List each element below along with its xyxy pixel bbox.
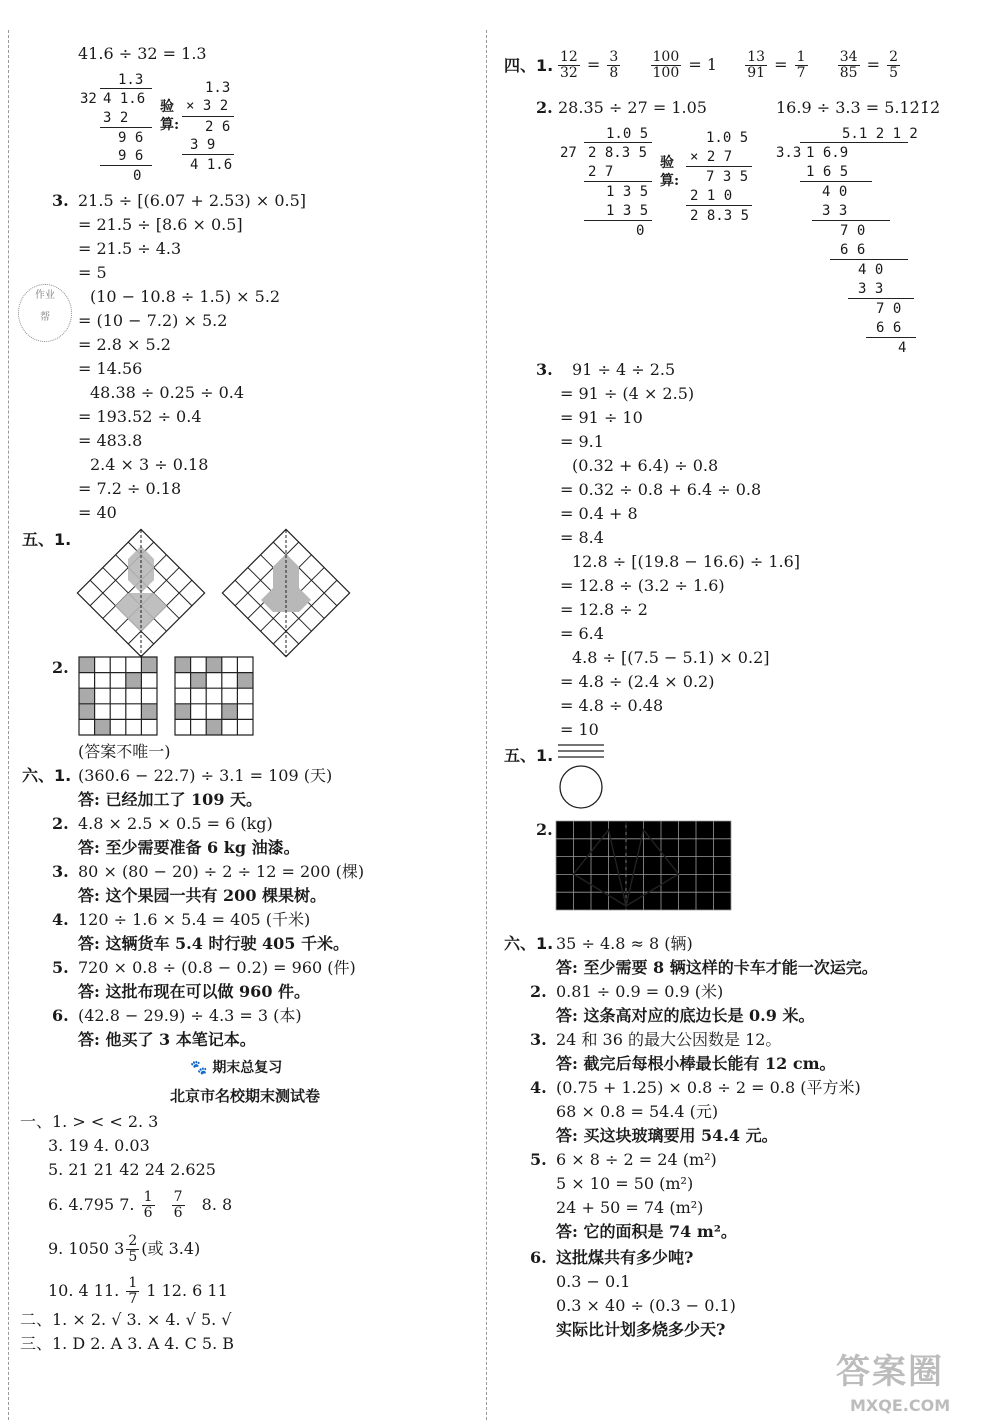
item-number: 6. bbox=[530, 1248, 547, 1267]
calc-line: = 2.8 × 5.2 bbox=[78, 335, 171, 354]
answer-note: (答案不唯一) bbox=[78, 742, 171, 761]
division-step: 7 0 bbox=[876, 301, 902, 317]
application-answer: 答: 已经加工了 109 天。 bbox=[78, 790, 263, 809]
application-equation: 720 × 0.8 ÷ (0.8 − 0.2) = 960 (件) bbox=[78, 958, 356, 977]
fraction: $\frac{2}{5}$ bbox=[128, 1233, 138, 1265]
calc-line: = 0.32 ÷ 0.8 + 6.4 ÷ 0.8 bbox=[560, 480, 762, 499]
check-line: 2 1 0 bbox=[690, 188, 733, 204]
application-line: 5 × 10 = 50 (m²) bbox=[556, 1174, 694, 1193]
watermark-logo: 答案圈 bbox=[836, 1352, 944, 1392]
division-equation: 41.6 ÷ 32 = 1.3 bbox=[78, 44, 207, 63]
item-number: 3. bbox=[536, 360, 553, 379]
division-step: 1 6 5 bbox=[806, 164, 849, 180]
check-line: × 2 7 bbox=[690, 149, 733, 165]
answer-row: 三、1. D 2. A 3. A 4. C 5. B bbox=[20, 1334, 235, 1353]
division-step: 4 0 bbox=[858, 262, 884, 278]
section-six-label: 六、1. bbox=[504, 934, 554, 953]
step-line bbox=[100, 165, 152, 166]
calc-line: = 14.56 bbox=[78, 359, 143, 378]
check-line: 1.3 bbox=[205, 80, 231, 96]
application-line: 这批煤共有多少吨? bbox=[556, 1248, 694, 1267]
division-step: 3 3 bbox=[822, 203, 848, 219]
step-line bbox=[866, 337, 916, 338]
division-step: 4 0 bbox=[822, 184, 848, 200]
application-equation: (360.6 − 22.7) ÷ 3.1 = 109 (天) bbox=[78, 766, 333, 785]
item-number: 4. bbox=[52, 910, 69, 929]
application-equation: (42.8 − 29.9) ÷ 4.3 = 3 (本) bbox=[78, 1006, 302, 1025]
homework-stamp: 作业 帮 bbox=[18, 284, 72, 342]
answer-row: 6. 4.795 7. $\frac{1}{6}$ $\frac{7}{6}$ 8. 8 bbox=[48, 1189, 233, 1221]
item-number: 2. bbox=[536, 820, 553, 839]
calc-line: = 483.8 bbox=[78, 431, 143, 450]
calc-line: 21.5 ÷ [(6.07 + 2.53) × 0.5] bbox=[78, 191, 307, 210]
calc-line: = 193.52 ÷ 0.4 bbox=[78, 407, 202, 426]
long-division-dividend: 4 1.6 bbox=[103, 91, 146, 107]
review-heading: 🐾 期末总复习 bbox=[190, 1060, 283, 1076]
item-number: 2. bbox=[536, 98, 553, 117]
application-equation: 80 × (80 − 20) ÷ 2 ÷ 12 = 200 (棵) bbox=[78, 862, 365, 881]
application-answer: 答: 它的面积是 74 m²。 bbox=[556, 1222, 737, 1241]
application-line: 0.3 − 0.1 bbox=[556, 1272, 631, 1291]
long-division-quotient: 1.3 bbox=[118, 72, 144, 88]
paw-icon: 🐾 bbox=[190, 1060, 213, 1076]
calc-line: = 12.8 ÷ (3.2 ÷ 1.6) bbox=[560, 576, 725, 595]
section-six-label: 六、1. bbox=[22, 766, 72, 785]
calc-line: = 91 ÷ 10 bbox=[560, 408, 643, 427]
division-step: 6 6 bbox=[840, 242, 866, 258]
check-line: 1.0 5 bbox=[706, 130, 749, 146]
calc-line: = 4.8 ÷ 0.48 bbox=[560, 696, 664, 715]
application-line: 35 ÷ 4.8 ≈ 8 (辆) bbox=[556, 934, 693, 953]
check-label: 验算: bbox=[160, 99, 180, 133]
division-remainder: 0 bbox=[133, 168, 142, 184]
watermark-url: MXQE.COM bbox=[850, 1396, 951, 1415]
item-number: 5. bbox=[530, 1150, 547, 1169]
answer-row: 5. 21 21 42 24 2.625 bbox=[48, 1160, 216, 1179]
long-division-divisor: 32 bbox=[80, 91, 97, 107]
application-answer: 答: 这个果园一共有 200 棵果树。 bbox=[78, 886, 327, 905]
section-five-label: 五、1. bbox=[22, 530, 72, 549]
exam-title: 北京市名校期末测试卷 bbox=[170, 1087, 321, 1105]
calc-line: = 7.2 ÷ 0.18 bbox=[78, 479, 182, 498]
application-equation: 4.8 × 2.5 × 0.5 = 6 (kg) bbox=[78, 814, 273, 833]
application-answer: 答: 至少需要准备 6 kg 油漆。 bbox=[78, 838, 300, 857]
application-line: 0.3 × 40 ÷ (0.3 − 0.1) bbox=[556, 1296, 736, 1315]
application-answer: 答: 这条高对应的底边长是 0.9 米。 bbox=[556, 1006, 815, 1025]
check-line: 2 8.3 5 bbox=[690, 208, 750, 224]
fraction-row: $\frac{12}{32}$ = $\frac{3}{8}$ $\frac{100}{100}$ = 1 $\frac{13}{91}$ = $\frac{1}{7}$ $\frac{34}{85}$ = $\frac{2}{5}$ bbox=[560, 49, 899, 81]
division-step: 1 3 5 bbox=[606, 203, 649, 219]
division-step: 7 0 bbox=[840, 223, 866, 239]
calc-line: 12.8 ÷ [(19.8 − 16.6) ÷ 1.6] bbox=[572, 552, 801, 571]
column-divider bbox=[486, 30, 487, 1420]
item-number: 4. bbox=[530, 1078, 547, 1097]
application-line: 实际比计划多烧多少天? bbox=[556, 1320, 726, 1339]
division-step: 9 6 bbox=[118, 130, 144, 146]
long-division-dividend: 2 8.3 5 bbox=[588, 145, 648, 161]
long-division-divisor: 3.3 bbox=[776, 145, 802, 161]
item-number: 6. bbox=[52, 1006, 69, 1025]
calc-line: = 9.1 bbox=[560, 432, 604, 451]
division-equation: 28.35 ÷ 27 = 1.05 bbox=[558, 98, 707, 117]
item-number: 2. bbox=[52, 658, 69, 677]
calc-line: = 91 ÷ (4 × 2.5) bbox=[560, 384, 695, 403]
application-line: 24 和 36 的最大公因数是 12。 bbox=[556, 1030, 782, 1049]
answer-row: 二、1. × 2. √ 3. × 4. √ 5. √ bbox=[20, 1310, 232, 1329]
application-answer: 答: 这批布现在可以做 960 件。 bbox=[78, 982, 311, 1001]
long-division-quotient: 1.0 5 bbox=[606, 126, 649, 142]
fraction: $\frac{1}{6}$ bbox=[143, 1189, 153, 1221]
item-number: 3. bbox=[530, 1030, 547, 1049]
item-number: 3. bbox=[52, 191, 69, 210]
calc-line: = 12.8 ÷ 2 bbox=[560, 600, 648, 619]
check-line: × 3 2 bbox=[186, 98, 229, 114]
division-step: 6 6 bbox=[876, 320, 902, 336]
calc-line: 48.38 ÷ 0.25 ÷ 0.4 bbox=[90, 383, 245, 402]
calc-line: 4.8 ÷ [(7.5 − 5.1) × 0.2] bbox=[572, 648, 770, 667]
symmetry-diamond-figure-2 bbox=[221, 528, 351, 658]
long-division-quotient: 5.1 2 1 2 bbox=[842, 126, 918, 142]
calc-line: = 4.8 ÷ (2.4 × 0.2) bbox=[560, 672, 715, 691]
division-step: 9 6 bbox=[118, 148, 144, 164]
answer-row: 一、1. > < < 2. 3 bbox=[20, 1112, 159, 1131]
check-line: 3 9 bbox=[190, 137, 216, 153]
division-remainder: 4 bbox=[898, 340, 907, 356]
grid-figure-2 bbox=[174, 656, 254, 736]
left-margin-line bbox=[8, 30, 9, 1420]
calc-line: = 21.5 ÷ 4.3 bbox=[78, 239, 182, 258]
application-answer: 答: 这辆货车 5.4 时行驶 405 千米。 bbox=[78, 934, 349, 953]
calc-line: 91 ÷ 4 ÷ 2.5 bbox=[572, 360, 676, 379]
fraction: $\frac{7}{6}$ bbox=[173, 1189, 183, 1221]
application-line: (0.75 + 1.25) × 0.8 ÷ 2 = 0.8 (平方米) bbox=[556, 1078, 861, 1097]
grid-figure-1 bbox=[78, 656, 158, 736]
answer-row: 10. 4 11. $\frac{1}{7}$ 1 12. 6 11 bbox=[48, 1275, 228, 1307]
application-line: 6 × 8 ÷ 2 = 24 (m²) bbox=[556, 1150, 717, 1169]
calc-line: = 40 bbox=[78, 503, 117, 522]
calc-line: = (10 − 7.2) × 5.2 bbox=[78, 311, 228, 330]
division-equation: 16.9 ÷ 3.3 = 5.12̇1̇2̇ bbox=[776, 98, 941, 117]
long-division-divisor: 27 bbox=[560, 145, 577, 161]
three-views-figure bbox=[556, 742, 608, 812]
division-step: 3 3 bbox=[858, 281, 884, 297]
application-answer: 答: 买这块玻璃要用 54.4 元。 bbox=[556, 1126, 778, 1145]
application-line: 0.81 ÷ 0.9 = 0.9 (米) bbox=[556, 982, 724, 1001]
division-step: 3 2 bbox=[103, 110, 129, 126]
calc-line: 2.4 × 3 ÷ 0.18 bbox=[90, 455, 209, 474]
calc-line: (10 − 10.8 ÷ 1.5) × 5.2 bbox=[90, 287, 281, 306]
application-answer: 答: 他买了 3 本笔记本。 bbox=[78, 1030, 256, 1049]
check-line: 4 1.6 bbox=[190, 157, 233, 173]
application-answer: 答: 截完后每根小棒最长能有 12 cm。 bbox=[556, 1054, 836, 1073]
check-line: 7 3 5 bbox=[706, 169, 749, 185]
application-line: 68 × 0.8 = 54.4 (元) bbox=[556, 1102, 719, 1121]
division-remainder: 0 bbox=[636, 223, 645, 239]
item-number: 2. bbox=[52, 814, 69, 833]
section-five-label: 五、1. bbox=[504, 746, 554, 765]
calc-line: (0.32 + 6.4) ÷ 0.8 bbox=[572, 456, 719, 475]
calc-line: = 10 bbox=[560, 720, 599, 739]
symmetry-diamond-figure-1 bbox=[76, 528, 206, 658]
calc-line: = 8.4 bbox=[560, 528, 604, 547]
item-number: 2. bbox=[530, 982, 547, 1001]
calc-line: = 0.4 + 8 bbox=[560, 504, 638, 523]
answer-row: 9. 1050 3 $\frac{2}{5}$ (或 3.4) bbox=[48, 1233, 201, 1265]
application-equation: 120 ÷ 1.6 × 5.4 = 405 (千米) bbox=[78, 910, 311, 929]
division-step: 1 3 5 bbox=[606, 184, 649, 200]
calc-line: = 5 bbox=[78, 263, 107, 282]
symmetric-kite-grid bbox=[555, 820, 733, 912]
long-division-dividend: 1 6.9 bbox=[806, 145, 849, 161]
calc-line: = 21.5 ÷ [8.6 × 0.5] bbox=[78, 215, 243, 234]
division-step: 2 7 bbox=[588, 164, 614, 180]
calc-line: = 6.4 bbox=[560, 624, 604, 643]
application-answer: 答: 至少需要 8 辆这样的卡车才能一次运完。 bbox=[556, 958, 878, 977]
application-line: 24 + 50 = 74 (m²) bbox=[556, 1198, 704, 1217]
item-number: 3. bbox=[52, 862, 69, 881]
section-four-label: 四、1. bbox=[504, 56, 554, 75]
item-number: 5. bbox=[52, 958, 69, 977]
check-line: 2 6 bbox=[205, 119, 231, 135]
answer-row: 3. 19 4. 0.03 bbox=[48, 1136, 150, 1155]
fraction: $\frac{1}{7}$ bbox=[128, 1275, 138, 1307]
check-label: 验算: bbox=[660, 155, 680, 189]
